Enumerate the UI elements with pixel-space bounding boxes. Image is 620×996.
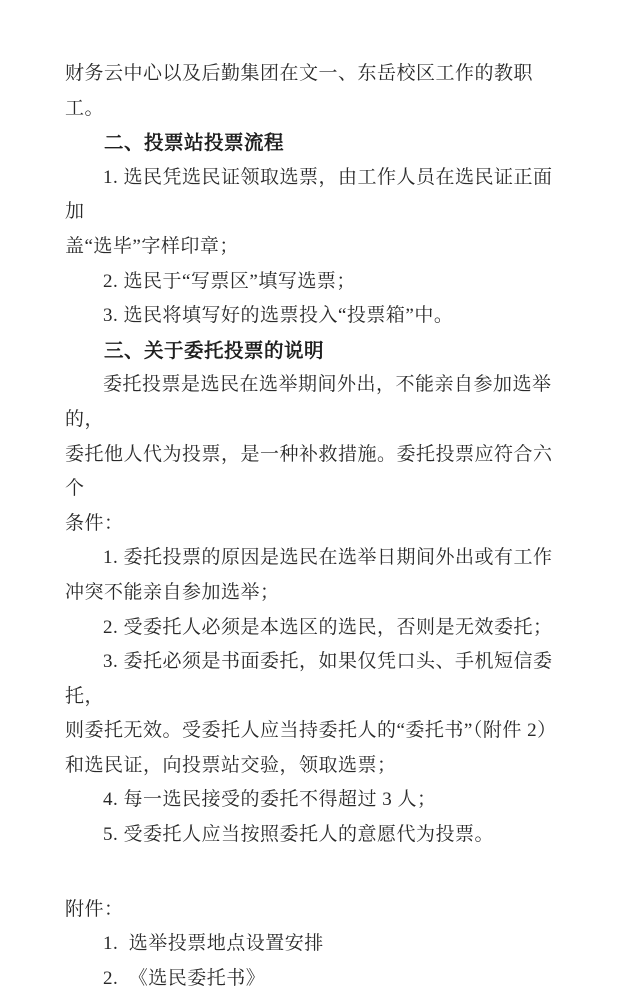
list-item: 4. 每一选民接受的委托不得超过 3 人； xyxy=(103,789,437,811)
text-line: 则委托无效。受委托人应当持委托人的“委托书”（附件 2） xyxy=(65,720,557,742)
document-text-block xyxy=(65,57,559,996)
section-heading-2: 二、投票站投票流程 xyxy=(104,132,285,155)
attachment-item-2: 2. 《选民委托书》 xyxy=(103,967,266,989)
list-item: 3. 选民将填写好的选票投入“投票箱”中。 xyxy=(103,305,454,327)
list-item: 3. 委托必须是书面委托，如果仅凭口头、手机短信委托， xyxy=(65,651,553,707)
section-heading-3: 三、关于委托投票的说明 xyxy=(104,339,325,362)
text-line: 盖“选毕”字样印章； xyxy=(65,235,239,257)
text-line: 和选民证，向投票站交验，领取选票； xyxy=(65,754,397,776)
list-item: 1. 选民凭选民证领取选票，由工作人员在选民证正面加 xyxy=(65,166,553,223)
attachments-label: 附件： xyxy=(65,898,124,920)
list-item: 2. 受委托人必须是本选区的选民，否则是无效委托； xyxy=(103,616,553,638)
paragraph-line: 委托投票是选民在选举期间外出，不能亲自参加选举的， xyxy=(65,374,552,430)
attachment-item-1: 1. 选举投票地点设置安排 xyxy=(103,933,324,955)
list-item: 5. 受委托人应当按照委托人的意愿代为投票。 xyxy=(103,824,495,846)
text-line: 冲突不能亲自参加选举； xyxy=(65,581,280,603)
paragraph-line: 条件： xyxy=(65,512,124,534)
list-item: 2. 选民于“写票区”填写选票； xyxy=(103,270,356,292)
list-item: 1. 委托投票的原因是选民在选举日期间外出或有工作 xyxy=(103,547,553,569)
text-line-continuation: 财务云中心以及后勤集团在文一、东岳校区工作的教职工。 xyxy=(65,63,534,119)
paragraph-line: 委托他人代为投票，是一种补救措施。委托投票应符合六个 xyxy=(65,443,553,500)
